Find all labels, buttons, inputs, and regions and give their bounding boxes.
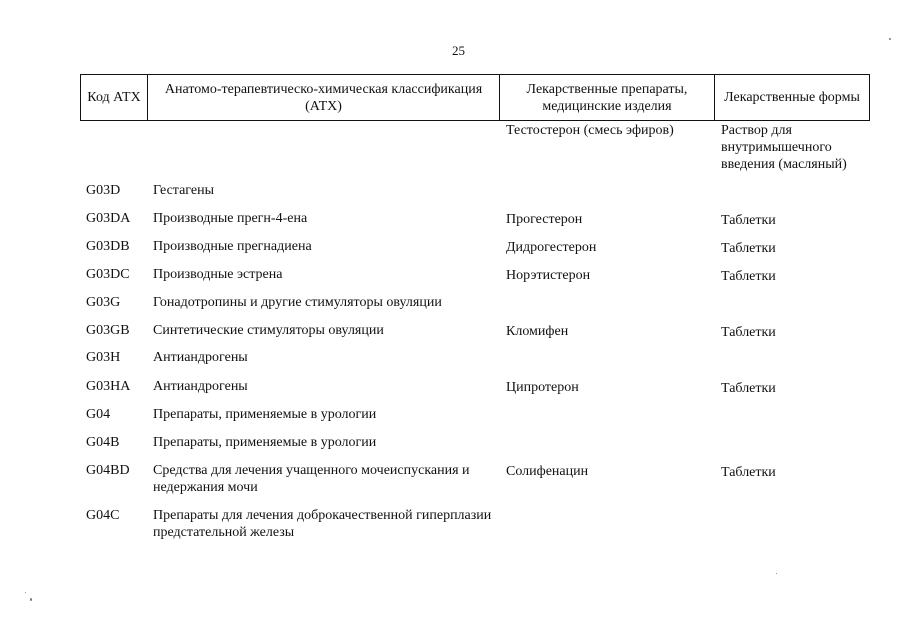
header-classification: Анатомо-терапевтическо-химическая классификация (АТХ) <box>148 75 500 121</box>
row-code: G04BD <box>86 463 130 478</box>
row-name: Производные эстрена <box>153 267 283 282</box>
row-form: Раствор для внутримышечного введения (масляный) <box>721 123 847 172</box>
row-code: G04C <box>86 508 120 523</box>
row-code: G04B <box>86 435 120 450</box>
row-code: G03H <box>86 350 121 365</box>
row-code: G03HA <box>86 379 131 394</box>
header-code: Код АТХ <box>81 75 148 121</box>
row-name: Средства для лечения учащенного мочеиспускания и недержания мочи <box>153 463 470 495</box>
scan-speck <box>25 592 26 593</box>
row-name: Производные прегн-4-ена <box>153 211 308 226</box>
row-code: G03DC <box>86 267 130 282</box>
scan-speck <box>30 598 32 601</box>
row-name: Препараты, применяемые в урологии <box>153 435 377 450</box>
header-forms: Лекарственные формы <box>715 75 870 121</box>
row-code: G03DA <box>86 211 131 226</box>
row-form: Таблетки <box>721 465 776 480</box>
row-name: Производные прегнадиена <box>153 239 312 254</box>
row-name: Препараты, применяемые в урологии <box>153 407 377 422</box>
row-drug: Кломифен <box>506 324 569 339</box>
row-name: Синтетические стимуляторы овуляции <box>153 323 384 338</box>
row-name: Антиандрогены <box>153 350 248 365</box>
row-name: Гестагены <box>153 183 214 198</box>
row-form: Таблетки <box>721 213 776 228</box>
row-code: G03GB <box>86 323 130 338</box>
row-name: Препараты для лечения доброкачественной гиперплазии предстательной железы <box>153 508 492 540</box>
row-form: Таблетки <box>721 269 776 284</box>
row-code: G03DB <box>86 239 130 254</box>
row-form: Таблетки <box>721 381 776 396</box>
page-number: 25 <box>452 43 465 58</box>
row-code: G03D <box>86 183 121 198</box>
row-drug: Тестостерон (смесь эфиров) <box>506 123 674 138</box>
row-drug: Солифенацин <box>506 464 589 479</box>
row-code: G04 <box>86 407 111 422</box>
row-form: Таблетки <box>721 325 776 340</box>
row-form: Таблетки <box>721 241 776 256</box>
scan-speck <box>889 38 891 40</box>
row-name: Гонадотропины и другие стимуляторы овуляции <box>153 295 442 310</box>
scan-speck <box>776 573 777 574</box>
row-code: G03G <box>86 295 121 310</box>
row-drug: Прогестерон <box>506 212 583 227</box>
row-drug: Ципротерон <box>506 380 579 395</box>
header-drugs: Лекарственные препараты, медицинские изделия <box>500 75 715 121</box>
row-drug: Дидрогестерон <box>506 240 597 255</box>
row-name: Антиандрогены <box>153 379 248 394</box>
row-drug: Норэтистерон <box>506 268 591 283</box>
